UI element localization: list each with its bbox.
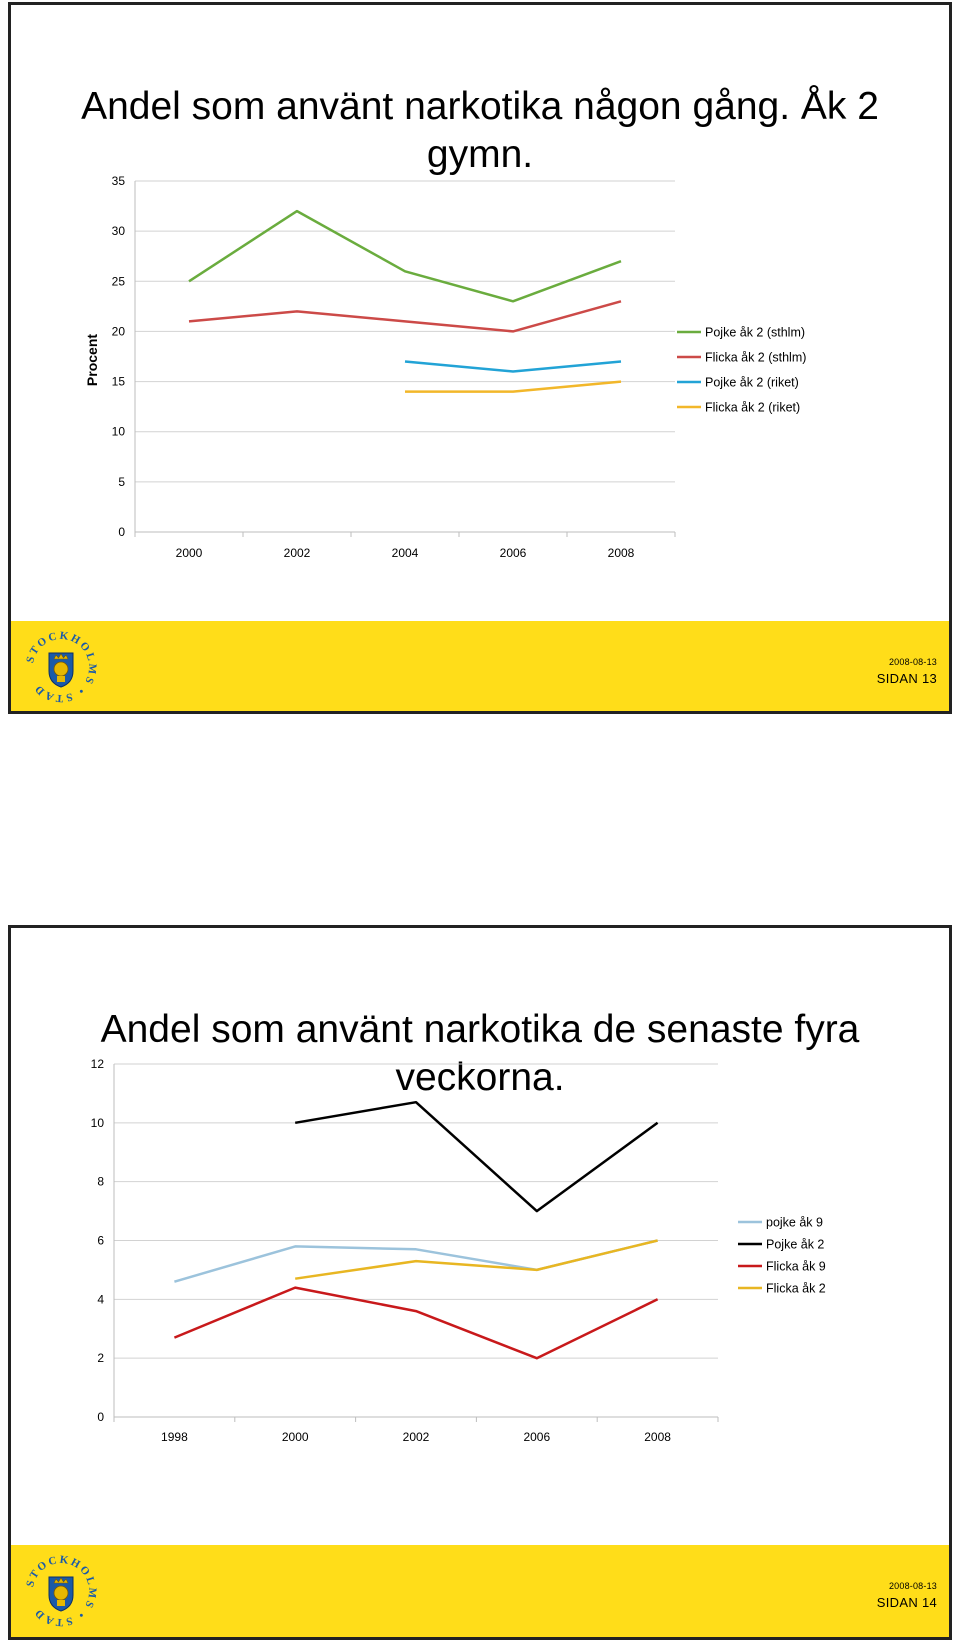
series-line — [189, 211, 621, 301]
x-tick-label: 2000 — [281, 1430, 309, 1444]
y-tick-label: 0 — [118, 525, 125, 539]
legend-entry: Flicka åk 2 (sthlm) — [705, 350, 807, 365]
chart-lifetime-use — [11, 5, 949, 625]
series-line — [295, 1102, 657, 1211]
y-tick-label: 12 — [90, 1057, 104, 1071]
svg-text:STOCKHOLMS • STAD: STOCKHOLMS • STAD — [24, 629, 99, 705]
stockholms-stad-logo-icon — [23, 1553, 99, 1629]
footer-date: 2008-08-13 — [888, 657, 937, 667]
footer-page-number: SIDAN 14 — [876, 1595, 937, 1610]
series-line — [189, 301, 621, 331]
x-tick-label: 2006 — [499, 546, 527, 560]
legend-entry: Pojke åk 2 (riket) — [705, 375, 799, 390]
slide-title: Andel som använt narkotika de senaste fyra veckorna. — [100, 1008, 860, 1099]
stockholms-stad-logo-icon — [23, 629, 99, 705]
y-tick-label: 10 — [111, 424, 125, 439]
y-tick-label: 15 — [111, 374, 125, 389]
y-axis-label: Procent — [84, 333, 100, 387]
y-tick-label: 20 — [111, 324, 125, 339]
x-tick-label: 2006 — [523, 1430, 551, 1444]
x-tick-label: 1998 — [161, 1430, 188, 1444]
footer-date: 2008-08-13 — [888, 1581, 937, 1591]
slide-2 — [8, 925, 952, 1640]
legend-entry: pojke åk 9 — [766, 1215, 823, 1230]
y-tick-label: 2 — [97, 1351, 104, 1366]
series-line — [174, 1288, 657, 1359]
y-tick-label: 35 — [111, 174, 125, 188]
y-tick-label: 30 — [111, 224, 125, 239]
legend-entry: Flicka åk 2 (riket) — [705, 400, 801, 415]
footer — [11, 1545, 949, 1637]
legend-entry: Flicka åk 2 — [766, 1281, 826, 1296]
slide-title: Andel som använt narkotika någon gång. Åk 2 gymn. — [81, 85, 879, 176]
series-line — [405, 362, 621, 372]
footer — [11, 621, 949, 711]
x-tick-label: 2000 — [175, 546, 203, 560]
x-tick-label: 2002 — [283, 546, 311, 560]
slide-1 — [8, 2, 952, 714]
y-tick-label: 8 — [97, 1174, 104, 1189]
footer-page-number: SIDAN 13 — [876, 671, 937, 686]
y-tick-label: 25 — [111, 274, 125, 289]
x-tick-label: 2008 — [644, 1430, 671, 1444]
y-tick-label: 10 — [90, 1115, 104, 1130]
svg-text:STOCKHOLMS • STAD: STOCKHOLMS • STAD — [24, 1553, 99, 1629]
x-tick-label: 2008 — [607, 546, 635, 560]
legend-entry: Pojke åk 2 — [766, 1237, 825, 1252]
x-tick-label: 2002 — [402, 1430, 430, 1444]
x-tick-label: 2004 — [391, 546, 419, 560]
y-tick-label: 6 — [97, 1233, 104, 1248]
legend-entry: Pojke åk 2 (sthlm) — [705, 325, 806, 340]
series-line — [405, 382, 621, 392]
legend-entry: Flicka åk 9 — [766, 1259, 826, 1274]
y-tick-label: 4 — [97, 1292, 104, 1307]
y-tick-label: 5 — [118, 474, 125, 489]
chart-last-four-weeks-use — [11, 928, 949, 1548]
y-tick-label: 0 — [97, 1410, 104, 1424]
